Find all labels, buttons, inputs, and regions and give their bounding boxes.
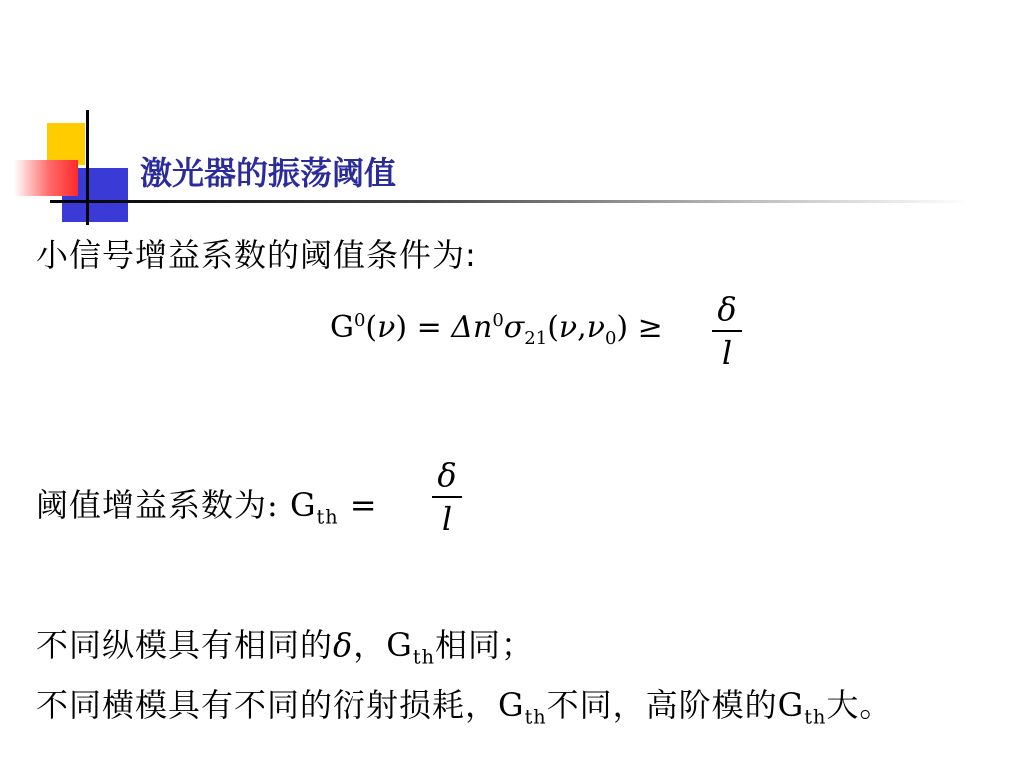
formula-g: G [330, 310, 354, 345]
slide-title: 激光器的振荡阈值 [140, 154, 397, 192]
g-th-subscript-2: th [804, 705, 827, 729]
formula-n-sup: 0 [492, 310, 504, 331]
fraction-bar [432, 496, 462, 498]
statement-text-a: 不同横模具有不同的衍射损耗， [36, 686, 499, 724]
statement-text-b: ， [353, 626, 387, 664]
transverse-mode-statement [36, 680, 892, 728]
statement-text-a: 不同纵模具有相同的 [36, 626, 334, 664]
formula-nu0-sub: 0 [604, 328, 617, 349]
fraction-denominator: l [441, 500, 453, 538]
threshold-gain-fraction [432, 456, 462, 538]
formula-paren-open: ( [365, 310, 378, 345]
statement-text-c: 大。 [826, 686, 893, 724]
equals-sign: = [349, 486, 378, 524]
g-th-subscript: th [412, 645, 435, 669]
formula-equals: = [416, 310, 442, 345]
formula-nu-arg: ν [558, 310, 578, 345]
formula-nu: ν [377, 310, 396, 345]
g-th-symbol-2: G [777, 686, 805, 724]
gain-threshold-formula [330, 310, 663, 349]
title-decoration-yellow-square [47, 123, 85, 165]
formula-fraction-delta-over-l [712, 290, 742, 372]
title-decoration-red-bar [14, 160, 78, 196]
title-underline [50, 200, 970, 203]
g-th-symbol: G [289, 486, 317, 524]
statement-text-b: 不同，高阶模的 [546, 686, 778, 724]
fraction-bar [712, 330, 742, 332]
g-th-subscript: th [524, 705, 547, 729]
delta-symbol: δ [333, 626, 354, 664]
threshold-condition-text: 小信号增益系数的阈值条件为: [36, 236, 477, 274]
colon: : [267, 486, 279, 524]
longitudinal-mode-statement [36, 620, 534, 668]
g-th-subscript: th [316, 505, 339, 529]
title-decoration-vertical-line [86, 110, 89, 225]
fraction-numerator: δ [437, 456, 457, 494]
formula-delta-n: Δn [451, 310, 493, 345]
formula-args-open: ( [547, 310, 559, 345]
fraction-numerator: δ [717, 290, 737, 328]
threshold-gain-line [36, 480, 378, 528]
formula-geq: ≥ [637, 310, 663, 345]
formula-comma: , [577, 310, 587, 345]
threshold-gain-label: 阈值增益系数为 [36, 486, 268, 524]
g-th-symbol: G [498, 686, 525, 724]
formula-paren-close: ) [395, 310, 408, 345]
formula-sigma-sub: 21 [524, 328, 548, 349]
statement-text-c: 相同； [434, 626, 534, 664]
formula-sigma: σ [503, 310, 525, 345]
formula-g-sup: 0 [353, 310, 366, 331]
g-th-symbol: G [386, 626, 413, 664]
formula-nu0: ν [586, 310, 605, 345]
formula-args-close: ) [616, 310, 629, 345]
fraction-denominator: l [721, 334, 733, 372]
